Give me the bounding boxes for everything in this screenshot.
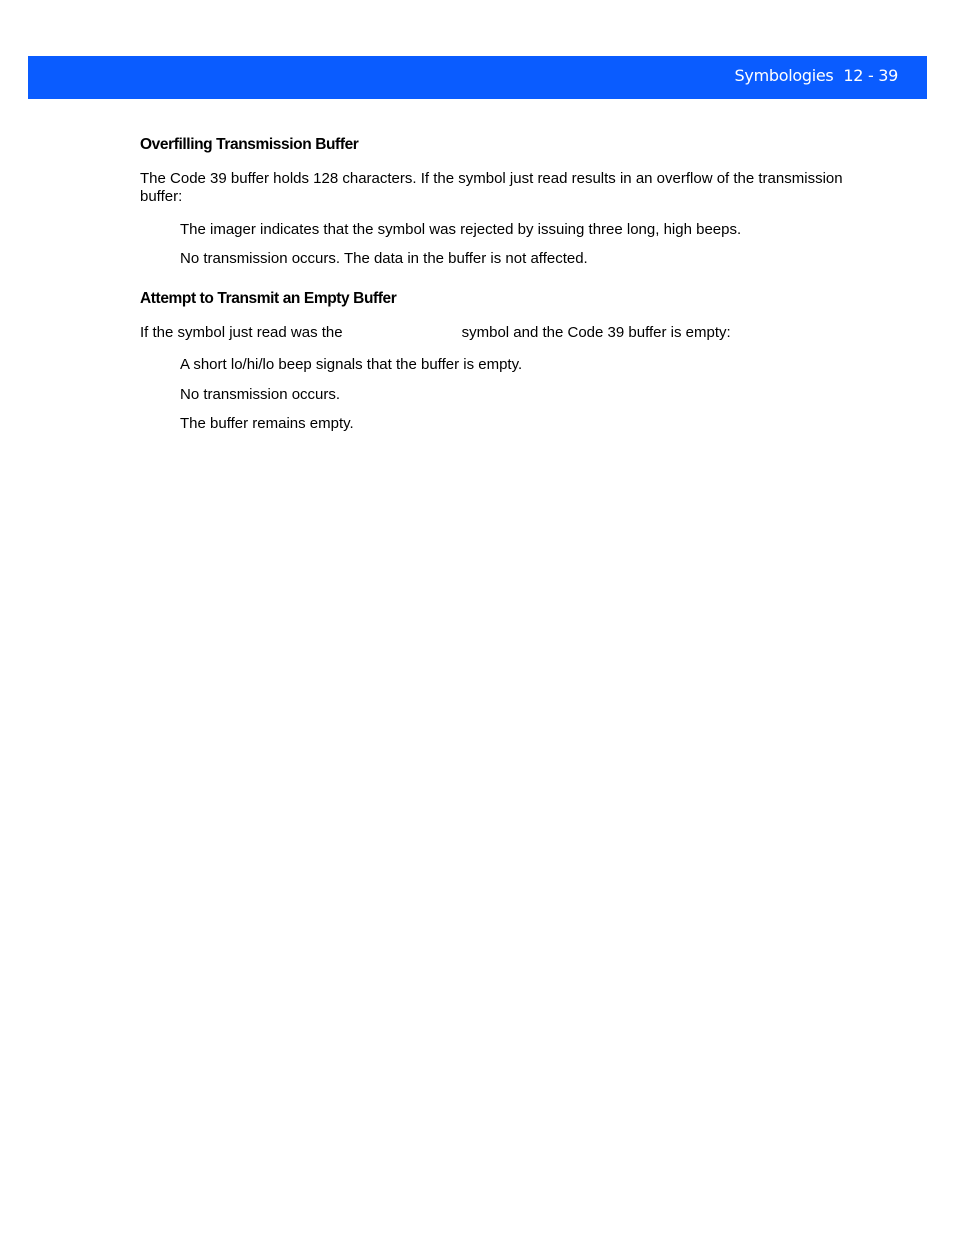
empty-item-1: A short lo/hi/lo beep signals that the buffer is empty. — [180, 356, 523, 373]
empty-buffer-intro — [140, 324, 880, 342]
overfill-item-2: No transmission occurs. The data in the buffer is not affected. — [180, 250, 588, 267]
empty-item-3: The buffer remains empty. — [180, 415, 354, 432]
overfill-heading: Overfilling Transmission Buffer — [140, 136, 359, 153]
page-header-bar — [28, 56, 927, 99]
empty-item-2: No transmission occurs. — [180, 386, 341, 403]
overfill-intro: The Code 39 buffer holds 128 characters. If the symbol just read results in an overflow of the transmission buffer: — [140, 170, 843, 205]
page-number: 12 - 39 — [843, 66, 898, 85]
empty-buffer-heading: Attempt to Transmit an Empty Buffer — [140, 290, 397, 307]
empty-buffer-intro-part1: If the symbol just read was the — [140, 324, 343, 341]
section-title: Symbologies — [734, 66, 834, 85]
empty-buffer-intro-part2: symbol and the Code 39 buffer is empty: — [461, 324, 731, 341]
running-header — [735, 66, 898, 85]
overfill-item-1: The imager indicates that the symbol was rejected by issuing three long, high beeps. — [180, 221, 742, 238]
